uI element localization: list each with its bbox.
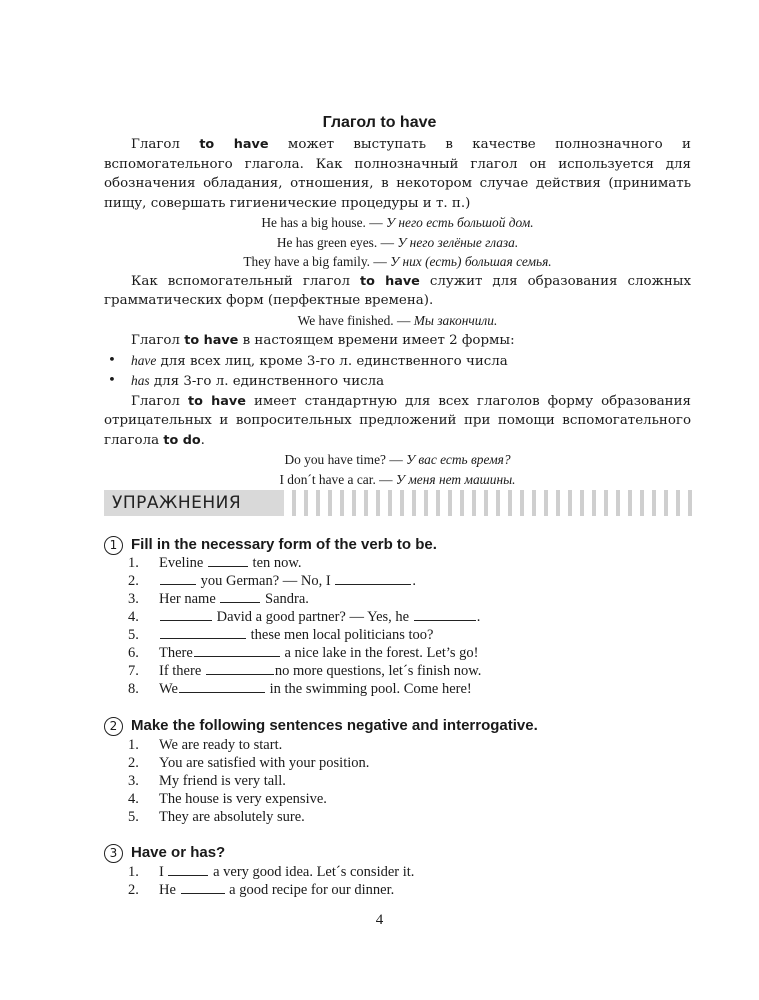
example-line [104,450,691,470]
intro-paragraph-3 [104,331,691,489]
item-number: 5. [128,627,139,643]
intro-paragraph-1 [104,135,691,330]
example-line [104,470,691,490]
answer-blank[interactable] [168,863,208,876]
item-number: 1. [128,555,139,571]
p2-before: Как вспомогательный глагол [131,273,350,289]
answer-blank[interactable] [179,680,265,693]
list-item [128,590,481,608]
item-text: I [159,864,168,880]
item-text: no more questions, let´s finish now. [274,663,482,679]
bullet-word: has [131,373,150,388]
answer-blank[interactable] [414,608,476,621]
exercise-1-list [128,554,481,698]
exercise-title: Fill in the necessary form of the verb to be. [131,536,437,553]
example-en: He has a big house. [261,215,366,230]
answer-blank[interactable] [160,608,212,621]
p4-bold: to have [188,393,246,409]
exercise-2-heading [104,716,538,736]
answer-blank[interactable] [208,554,248,567]
item-text: Her name [159,591,216,607]
item-text: We are ready to start. [159,737,283,753]
answer-blank[interactable] [206,662,274,675]
answer-blank[interactable] [160,572,196,585]
example-dash: — [369,215,383,230]
example-line [104,311,691,331]
item-number: 4. [128,791,139,807]
example-line [104,213,691,233]
example-ru: У него зелёные глаза. [397,234,519,250]
p4-before: Глагол [131,393,180,409]
item-text: . [412,573,416,589]
list-item [128,626,481,644]
item-number: 2. [128,755,139,771]
example-ru: У вас есть время? [406,452,511,467]
list-item [128,863,414,881]
item-number: 1. [128,737,139,753]
item-text: If there [159,663,205,679]
exercise-number: 2 [104,717,123,736]
example-dash: — [389,452,403,467]
item-text: There [159,645,193,661]
item-text: We [159,681,178,697]
answer-blank[interactable] [335,572,411,585]
bullet-mark: • [108,352,116,368]
p1-before: Глагол [131,137,180,152]
page-number: 4 [375,912,384,928]
item-text: He [159,882,180,898]
item-number: 1. [128,864,139,880]
item-text: You are satisfied with your position. [159,755,370,771]
list-item [128,608,481,626]
p4-bold2: to do [163,432,201,448]
list-item [128,754,369,772]
item-text: you German? — No, I [197,573,335,589]
item-text: The house is very expensive. [159,791,327,807]
list-item [128,572,481,590]
item-number: 7. [128,663,139,679]
answer-blank[interactable] [220,590,260,603]
p1-bold: to have [199,137,269,152]
bullet-mark: • [108,373,116,388]
list-item [128,808,369,826]
item-number: 8. [128,681,139,697]
item-text: My friend is very tall. [159,773,286,789]
exercise-2-list [128,736,369,826]
example-ru: Мы закончили. [413,312,498,328]
exercise-title: Make the following sentences negative and interrogative. [131,717,538,734]
item-text: Sandra. [261,591,309,607]
item-number: 2. [128,573,139,589]
example-ru: У меня нет машины. [395,471,516,487]
example-line [104,252,691,272]
item-text: ten now. [248,555,302,571]
item-text: . [476,609,481,625]
p3-before: Глагол [131,333,180,348]
example-dash: — [379,471,393,487]
example-ru: У них (есть) большая семья. [390,254,552,269]
exercise-number: 3 [104,844,123,863]
item-number: 3. [128,591,139,607]
answer-blank[interactable] [181,881,225,894]
example-dash: — [373,254,387,269]
section-label: УПРАЖНЕНИЯ [104,490,284,516]
section-stripes [292,490,694,516]
exercise-title: Have or has? [131,844,226,861]
example-en: I don´t have a car. [279,471,376,487]
exercise-number: 1 [104,536,123,555]
example-en: We have finished. [297,312,394,328]
p1-after: может выступать в качестве полнозначного и вспомогательного глагола. Как полнозначный глагол он используется для обозначения обладания, отношения, в некотором случае действия (принимать пищу, совершать гигиенические процедуры и т. п.) [104,137,691,211]
answer-blank[interactable] [194,644,280,657]
example-line [104,233,691,253]
example-en: Do you have time? [284,452,386,467]
item-number: 6. [128,645,139,661]
list-item [128,662,481,680]
item-text: these men local politicians too? [247,627,434,643]
list-item [128,644,481,662]
bullet-item [104,371,691,392]
item-text: a good recipe for our dinner. [225,882,395,898]
example-en: They have a big family. [243,254,370,269]
page-title: Глагол to have [322,114,437,131]
item-text: a very good idea. Let´s consider it. [209,864,415,880]
item-text: Eveline [159,555,204,571]
example-ru: У него есть большой дом. [386,215,534,230]
list-item [128,736,369,754]
list-item [128,772,369,790]
p4-end: . [200,432,205,448]
p2-after: служит для образования сложных грамматических форм (перфектные времена). [104,273,692,308]
list-item [128,554,481,572]
exercise-1-heading [104,535,437,555]
bullet-text: для 3-го л. единственного числа [153,374,385,389]
list-item [128,790,369,808]
p4-after: имеет стандартную для всех глаголов форму образования отрицательных и вопросительных предложений при помощи вспомогательного глагола [104,393,691,448]
example-en: He has green eyes. [276,234,378,250]
p3-bold: to have [184,333,239,348]
p3-after: в настоящем времени имеет 2 формы: [242,333,515,348]
item-text: a nice lake in the forest. Let’s go! [280,645,479,661]
bullet-item [104,351,691,372]
item-number: 3. [128,773,139,789]
answer-blank[interactable] [160,626,246,639]
section-header [104,490,694,516]
item-number: 2. [128,882,139,898]
list-item [128,881,414,899]
exercise-3-list [128,863,414,899]
example-dash: — [380,234,394,250]
p2-bold: to have [359,273,420,289]
example-dash: — [397,312,411,328]
bullet-text: для всех лиц, кроме 3-го л. единственного числа [160,353,508,369]
exercise-3-heading [104,843,225,863]
item-number: 5. [128,809,139,825]
item-text: in the swimming pool. Come here! [265,681,472,697]
list-item [128,680,481,698]
item-text: They are absolutely sure. [159,809,305,825]
item-number: 4. [128,609,139,625]
bullet-word: have [131,352,157,368]
item-text: David a good partner? — Yes, he [213,609,413,625]
